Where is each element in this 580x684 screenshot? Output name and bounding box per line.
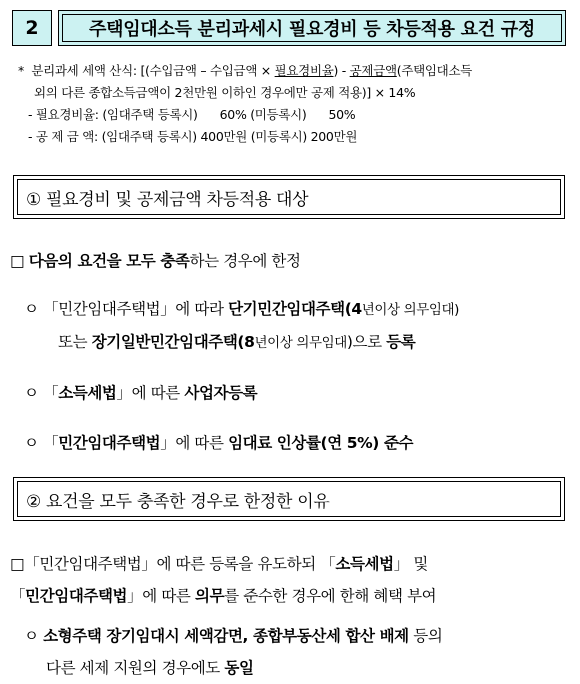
reason-text: 「 <box>10 587 26 605</box>
reason-text: 다른 세제 지원의 경우에도 <box>46 659 225 677</box>
item-text: 」에 따른 <box>116 384 185 402</box>
reason-text: 를 준수한 경우에 한해 혜택 부여 <box>224 587 437 605</box>
lead-bold-text: 다음의 요건을 모두 충족 <box>28 252 190 270</box>
header <box>12 10 565 46</box>
requirement-item-rent-increase <box>10 425 575 461</box>
formula-text-underlined: 공제금액 <box>349 63 397 78</box>
reason-text: 」 및 <box>393 555 428 573</box>
section-2-heading <box>13 477 565 521</box>
formula-note <box>18 60 573 148</box>
item-bold-text: 장기일반민간임대주택 <box>91 333 238 351</box>
item-bold-text: 임대료 인상률(연 5%) 준수 <box>228 434 414 452</box>
requirement-item-business-registration <box>10 375 575 411</box>
reason-bold-text: 동일 <box>224 659 254 677</box>
section-1-heading <box>13 175 565 219</box>
formula-line-1 <box>18 60 573 82</box>
item-bold-text: 사업자등록 <box>184 384 258 402</box>
item-bold-text: 등록 <box>386 333 416 351</box>
reason-text: 등의 <box>408 627 443 645</box>
item-text: ㅇ 「 <box>24 384 59 402</box>
item-text: )으로 <box>346 333 387 351</box>
item-bold-text: 민간임대주택법 <box>58 434 161 452</box>
reason-item-line2 <box>10 652 575 684</box>
section-1-body <box>10 243 575 461</box>
formula-text: 분리과세 세액 산식: [(수입금액 – 수입금액 × <box>31 63 275 78</box>
reason-bold-text: 소형주택 장기임대시 세액감면, 종합부동산세 합산 배제 <box>43 627 409 645</box>
reason-bold-text: 소득세법 <box>335 555 394 573</box>
section-2-title: ② 요건을 모두 충족한 경우로 한정한 이유 <box>26 491 330 512</box>
reason-item-line1 <box>10 620 575 652</box>
formula-text-underlined: 필요경비율 <box>274 63 334 78</box>
note-item-deduction: - 공 제 금 액: (임대주택 등록시) 400만원 (미등록시) 200만원 <box>28 129 358 144</box>
reason-paragraph-line1 <box>10 548 575 580</box>
formula-line-2: 외의 다른 종합소득금액이 2천만원 이하인 경우에만 공제 적용)] × 14% <box>34 85 416 100</box>
page-title-box <box>58 10 566 46</box>
reason-text: □「민간임대주택법」에 따른 등록을 유도하되 「 <box>10 555 336 573</box>
lead-text: 하는 경우에 한정 <box>189 252 301 270</box>
item-bold-text: (8 <box>237 333 255 351</box>
requirement-item-registration <box>10 295 575 324</box>
reason-text: ㅇ <box>24 627 44 645</box>
requirement-item-registration-line2 <box>10 324 575 361</box>
lead-requirement <box>10 243 575 279</box>
item-bold-text: (4 <box>344 300 362 318</box>
item-text: ㅇ 「 <box>24 434 59 452</box>
page-title: 주택임대소득 분리과세시 필요경비 등 차등적용 요건 규정 <box>89 19 535 40</box>
item-bold-text: 단기민간임대주택 <box>228 300 345 318</box>
formula-text: (주택임대소득 <box>396 63 472 78</box>
section-number-badge: 2 <box>12 10 52 46</box>
item-small-text: 년이상 의무임대) <box>361 302 460 318</box>
item-text: ㅇ 「민간임대주택법」에 따라 <box>24 300 229 318</box>
item-bold-text: 소득세법 <box>58 384 117 402</box>
note-item-expense-rate: - 필요경비율: (임대주택 등록시) 60% (미등록시) 50% <box>28 107 356 122</box>
formula-text: ) - <box>333 63 350 78</box>
reason-bold-text: 민간임대주택법 <box>25 587 128 605</box>
section-2-body <box>10 548 575 684</box>
reason-paragraph-line2 <box>10 580 575 612</box>
item-text: 또는 <box>58 333 92 351</box>
checkbox-square-icon: □ <box>10 252 25 270</box>
reason-bold-text: 의무 <box>195 587 225 605</box>
item-small-text: 년이상 의무임대 <box>254 335 347 351</box>
note-star: * <box>18 63 24 78</box>
section-1-title: ① 필요경비 및 공제금액 차등적용 대상 <box>26 189 309 210</box>
item-text: 」에 따른 <box>160 434 229 452</box>
reason-text: 」에 따른 <box>127 587 195 605</box>
